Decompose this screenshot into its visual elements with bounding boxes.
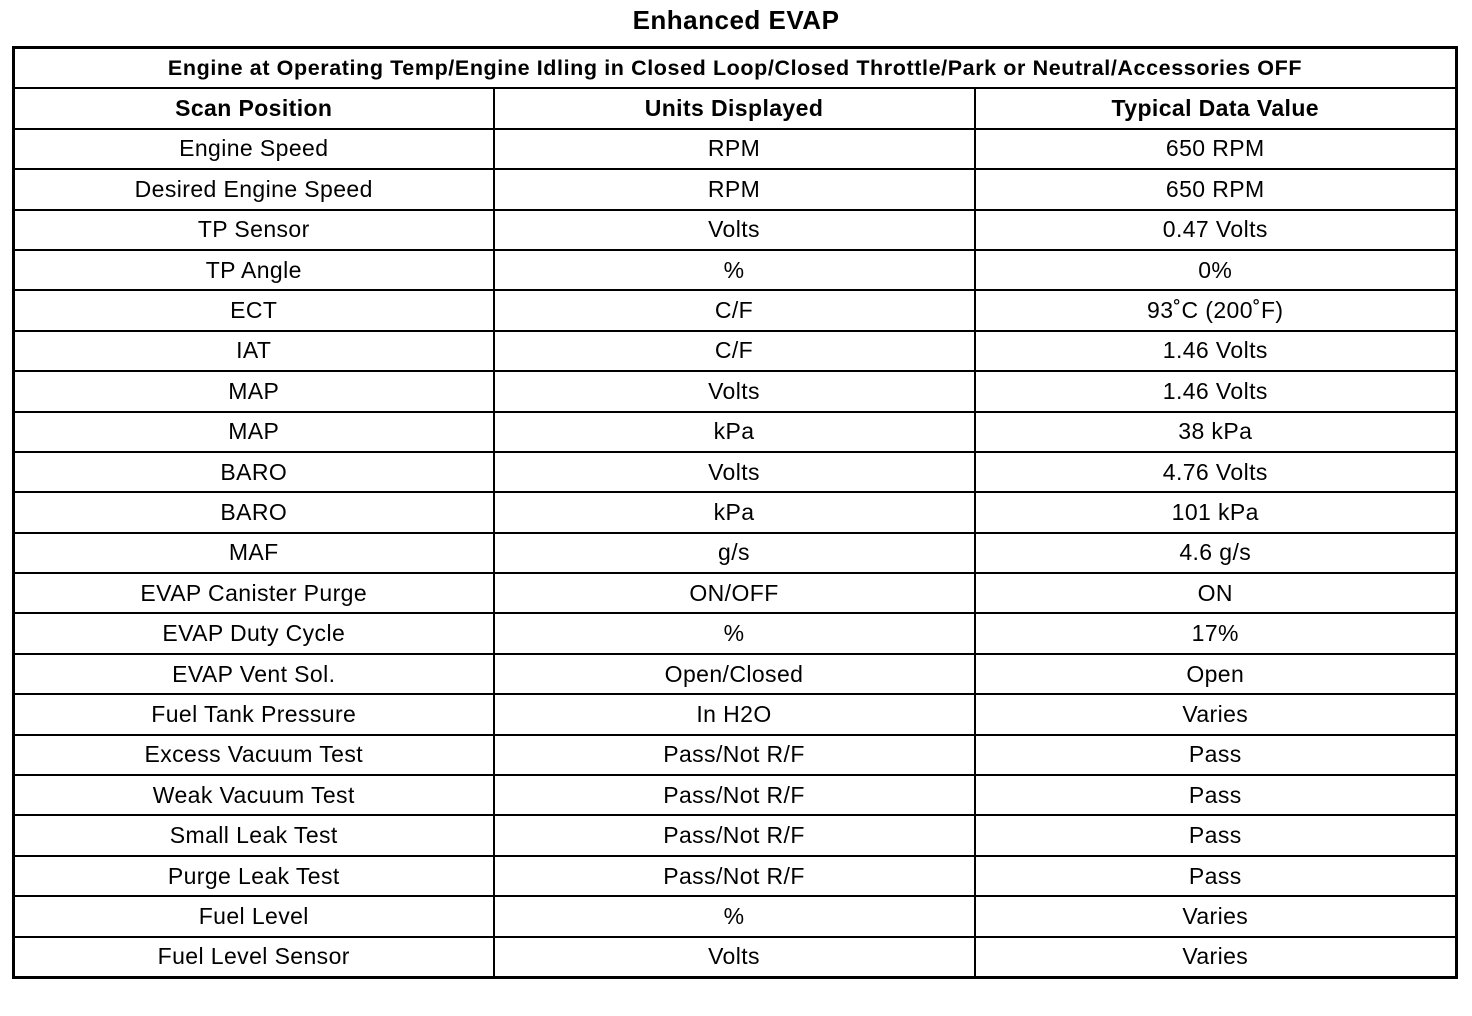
- units-displayed-cell: kPa: [494, 412, 975, 452]
- units-displayed-cell: Volts: [494, 371, 975, 411]
- units-displayed-cell: RPM: [494, 169, 975, 209]
- scan-position-cell: BARO: [14, 492, 494, 532]
- typical-value-cell: Pass: [975, 815, 1457, 855]
- units-displayed-cell: RPM: [494, 129, 975, 169]
- scan-position-cell: TP Angle: [14, 250, 494, 290]
- typical-value-cell: 1.46 Volts: [975, 331, 1457, 371]
- typical-value-cell: ON: [975, 573, 1457, 613]
- scan-position-cell: MAP: [14, 412, 494, 452]
- scan-position-cell: Purge Leak Test: [14, 856, 494, 896]
- table-row: [14, 735, 1457, 775]
- typical-value-cell: Open: [975, 654, 1457, 694]
- scan-position-cell: EVAP Canister Purge: [14, 573, 494, 613]
- table-row: [14, 129, 1457, 169]
- units-displayed-cell: %: [494, 613, 975, 653]
- typical-value-cell: 17%: [975, 613, 1457, 653]
- units-displayed-cell: %: [494, 250, 975, 290]
- table-row: [14, 412, 1457, 452]
- typical-value-cell: 0.47 Volts: [975, 210, 1457, 250]
- typical-value-cell: Varies: [975, 937, 1457, 978]
- scan-position-cell: Fuel Tank Pressure: [14, 694, 494, 734]
- table-row: [14, 331, 1457, 371]
- units-displayed-cell: Pass/Not R/F: [494, 815, 975, 855]
- typical-value-cell: 650 RPM: [975, 129, 1457, 169]
- scan-position-cell: Desired Engine Speed: [14, 169, 494, 209]
- table-row: [14, 169, 1457, 209]
- units-displayed-cell: Volts: [494, 937, 975, 978]
- typical-value-cell: 0%: [975, 250, 1457, 290]
- table-row: [14, 371, 1457, 411]
- scan-position-cell: IAT: [14, 331, 494, 371]
- scan-position-cell: Fuel Level Sensor: [14, 937, 494, 978]
- units-displayed-cell: Open/Closed: [494, 654, 975, 694]
- table-row: [14, 775, 1457, 815]
- units-displayed-cell: C/F: [494, 290, 975, 330]
- scan-position-cell: Weak Vacuum Test: [14, 775, 494, 815]
- operating-condition: Engine at Operating Temp/Engine Idling in Closed Loop/Closed Throttle/Park or Neutral/Accessories OFF: [14, 48, 1457, 89]
- typical-value-cell: Varies: [975, 896, 1457, 936]
- typical-value-cell: 4.76 Volts: [975, 452, 1457, 492]
- typical-value-cell: Varies: [975, 694, 1457, 734]
- header-row: [14, 88, 1457, 128]
- units-displayed-cell: %: [494, 896, 975, 936]
- condition-row: [14, 48, 1457, 89]
- header-scan-position: Scan Position: [14, 88, 494, 128]
- typical-value-cell: 4.6 g/s: [975, 533, 1457, 573]
- typical-value-cell: 93˚C (200˚F): [975, 290, 1457, 330]
- typical-value-cell: 38 kPa: [975, 412, 1457, 452]
- units-displayed-cell: Pass/Not R/F: [494, 775, 975, 815]
- units-displayed-cell: ON/OFF: [494, 573, 975, 613]
- scan-position-cell: MAF: [14, 533, 494, 573]
- typical-value-cell: 1.46 Volts: [975, 371, 1457, 411]
- units-displayed-cell: Pass/Not R/F: [494, 856, 975, 896]
- table-row: [14, 533, 1457, 573]
- page-title: Enhanced EVAP: [632, 5, 840, 35]
- typical-value-cell: 101 kPa: [975, 492, 1457, 532]
- scan-position-cell: MAP: [14, 371, 494, 411]
- units-displayed-cell: Volts: [494, 210, 975, 250]
- typical-value-cell: Pass: [975, 775, 1457, 815]
- table-row: [14, 815, 1457, 855]
- units-displayed-cell: g/s: [494, 533, 975, 573]
- typical-value-cell: Pass: [975, 735, 1457, 775]
- table-row: [14, 452, 1457, 492]
- table-row: [14, 896, 1457, 936]
- units-displayed-cell: Pass/Not R/F: [494, 735, 975, 775]
- typical-value-cell: Pass: [975, 856, 1457, 896]
- table-row: [14, 210, 1457, 250]
- units-displayed-cell: kPa: [494, 492, 975, 532]
- table-body: [14, 129, 1457, 978]
- table-row: [14, 290, 1457, 330]
- units-displayed-cell: C/F: [494, 331, 975, 371]
- table-row: [14, 492, 1457, 532]
- table-row: [14, 694, 1457, 734]
- units-displayed-cell: In H2O: [494, 694, 975, 734]
- table-row: [14, 250, 1457, 290]
- scan-position-cell: Fuel Level: [14, 896, 494, 936]
- table-row: [14, 613, 1457, 653]
- typical-value-cell: 650 RPM: [975, 169, 1457, 209]
- scan-position-cell: BARO: [14, 452, 494, 492]
- header-typical-data-value: Typical Data Value: [975, 88, 1457, 128]
- scan-position-cell: TP Sensor: [14, 210, 494, 250]
- scan-position-cell: Small Leak Test: [14, 815, 494, 855]
- table-row: [14, 937, 1457, 978]
- header-units-displayed: Units Displayed: [494, 88, 975, 128]
- scan-position-cell: EVAP Vent Sol.: [14, 654, 494, 694]
- scan-position-cell: Engine Speed: [14, 129, 494, 169]
- table-row: [14, 856, 1457, 896]
- units-displayed-cell: Volts: [494, 452, 975, 492]
- scan-position-cell: EVAP Duty Cycle: [14, 613, 494, 653]
- scan-position-cell: Excess Vacuum Test: [14, 735, 494, 775]
- scan-position-cell: ECT: [14, 290, 494, 330]
- table-row: [14, 573, 1457, 613]
- evap-data-table: [12, 46, 1458, 979]
- table-row: [14, 654, 1457, 694]
